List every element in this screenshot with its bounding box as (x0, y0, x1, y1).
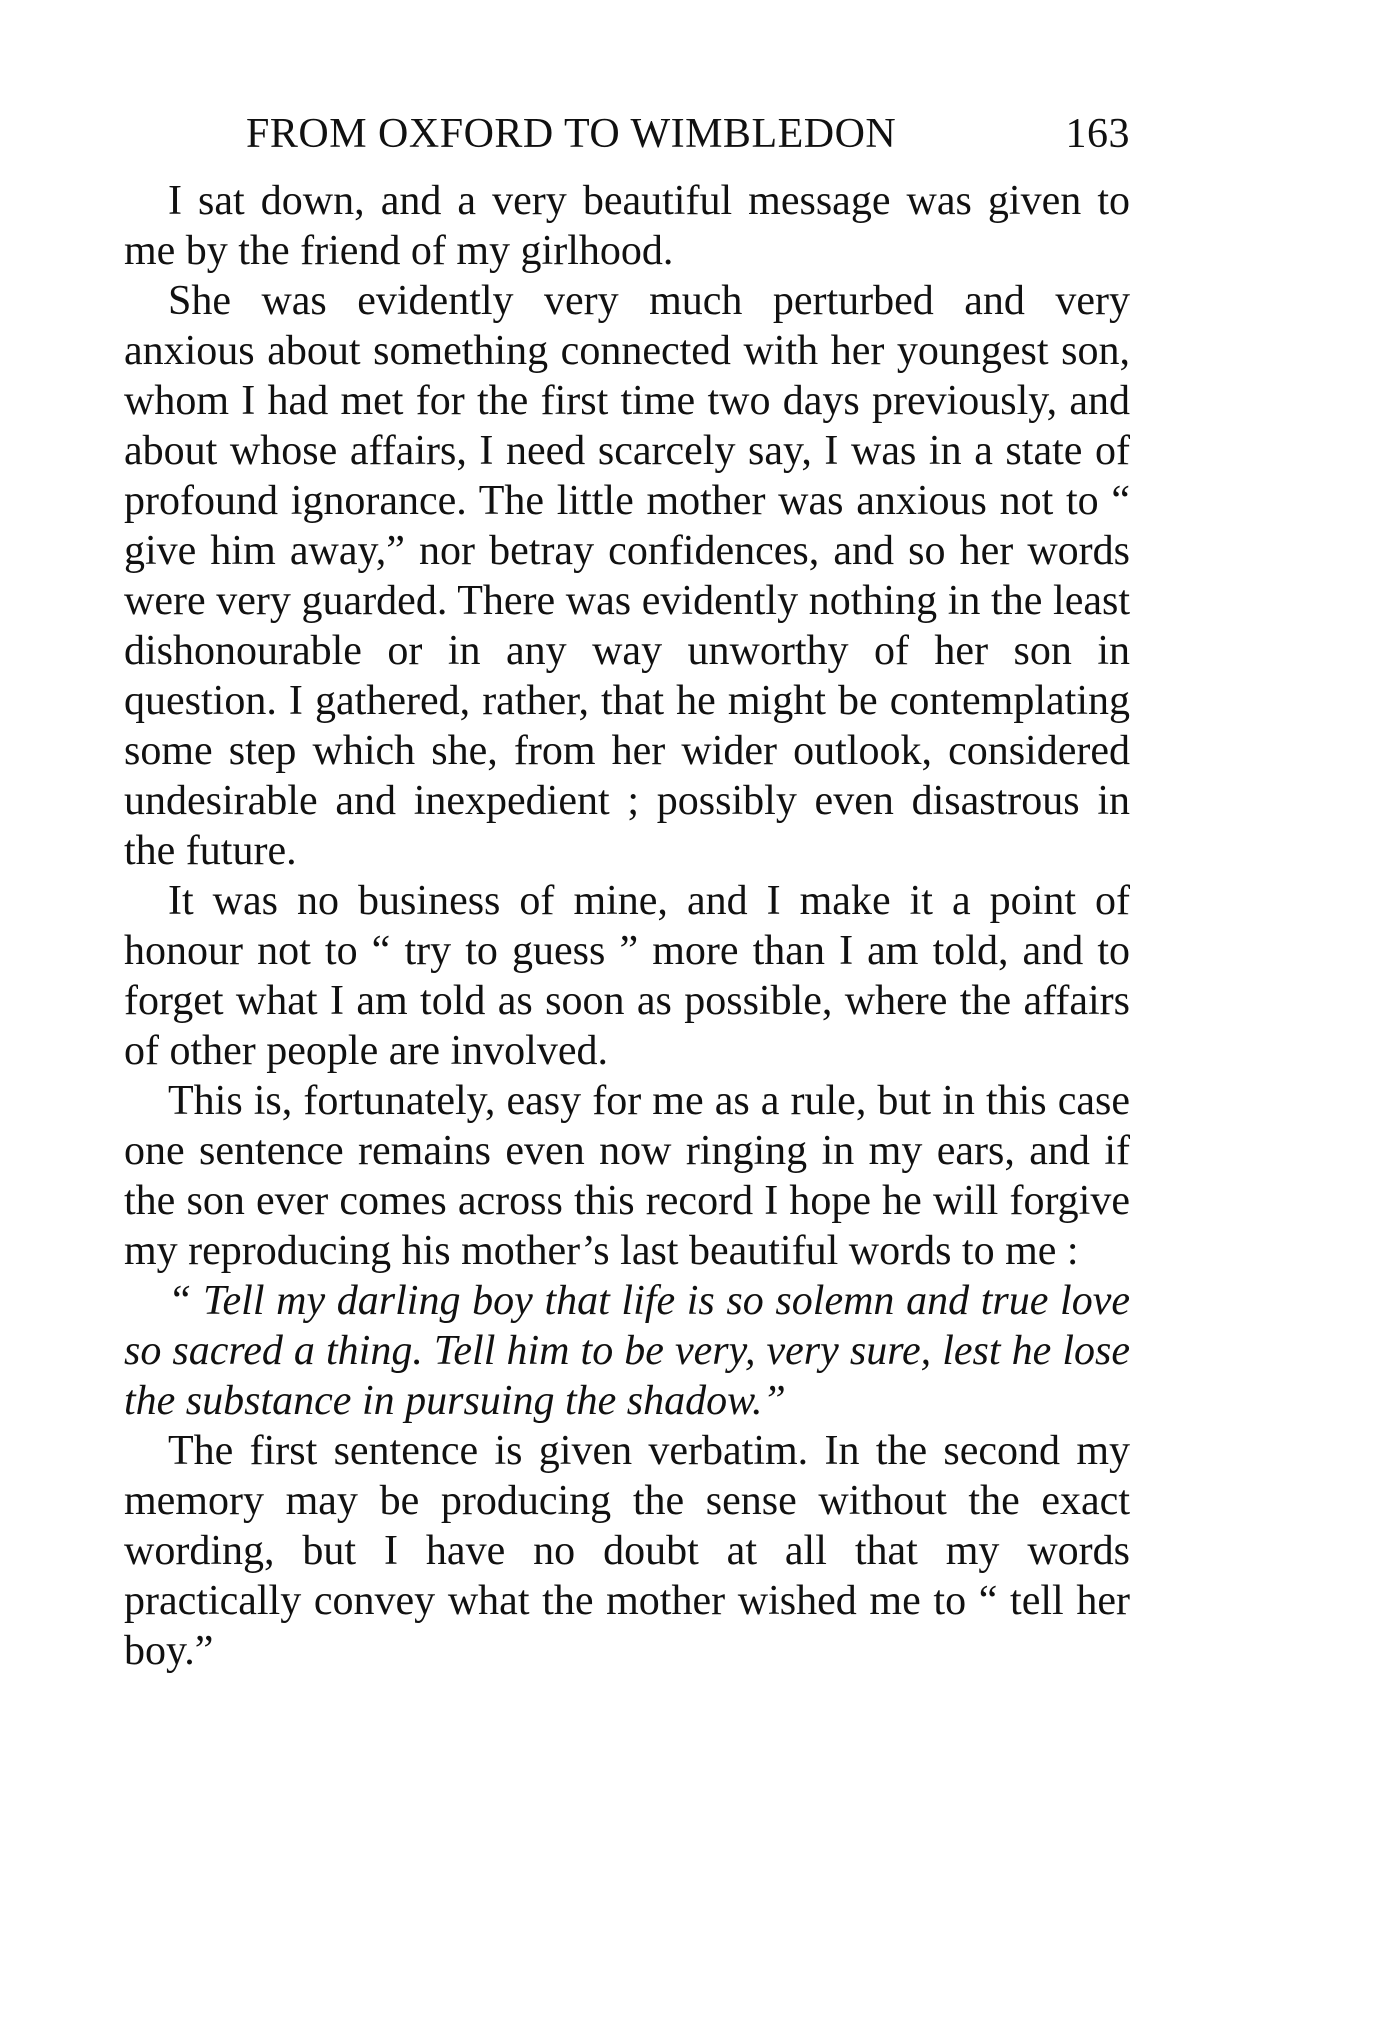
quoted-message: “ Tell my darling boy that life is so solemn and true love so sacred a thing. Tell him to be very, very sure, lest he lose the substance in pursuing the shadow.” (124, 1278, 1130, 1424)
paragraph: This is, fortunately, easy for me as a rule, but in this case one sentence remains even now ringing in my ears, and if the son ever comes across this record I hope he will forgive my reproducing his mother’s last beautiful words to me : (124, 1078, 1130, 1274)
paragraph: The first sentence is given verbatim. In the second my memory may be producing the sense without the exact wording, but I have no doubt at all that my words practically convey what the mother wished me to “ tell her boy.” (124, 1428, 1130, 1674)
page-number: 163 (1065, 111, 1130, 157)
running-title: FROM OXFORD TO WIMBLEDON (246, 111, 897, 157)
paragraph: I sat down, and a very beautiful message was given to me by the friend of my girlhood. (124, 178, 1130, 274)
paragraph: It was no business of mine, and I make it a point of honour not to “ try to guess ” more than I am told, and to forget what I am told as soon as possible, where the affairs of other people are involved. (124, 878, 1130, 1074)
paragraph: She was evidently very much perturbed and very anxious about something connected with her youngest son, whom I had met for the first time two days previously, and about whose affairs, I need scarcely say, I was in a state of profound ignorance. The little mother was anxious not to “ give him away,” nor betray confidences, and so her words were very guarded. There was evidently nothing in the least dishonourable or in any way unworthy of her son in question. I gathered, rather, that he might be contemplating some step which she, from her wider outlook, considered undesirable and inexpedient ; possibly even disastrous in the future. (124, 278, 1130, 874)
page-body (124, 176, 1130, 1676)
page-header (124, 104, 1130, 164)
